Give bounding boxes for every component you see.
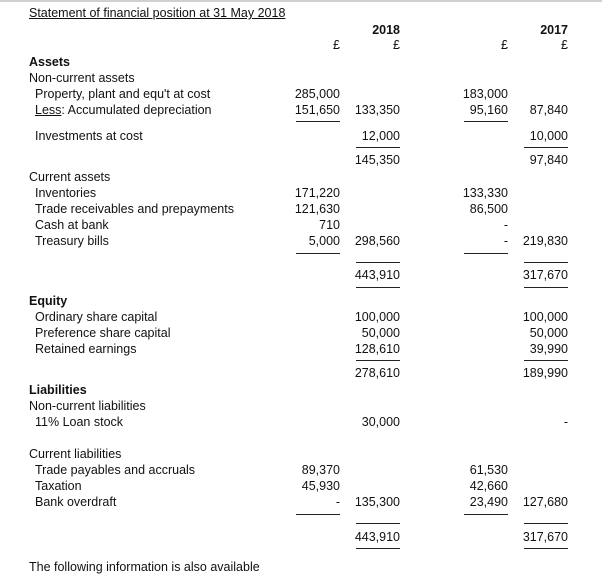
current-asset-label: Treasury bills (35, 234, 109, 248)
equity-item-2017: 50,000 (529, 326, 568, 340)
depreciation-2017: 95,160 (469, 103, 508, 117)
current-liability-label: Taxation (35, 479, 82, 493)
current-liability-2018: 89,370 (301, 463, 340, 477)
currency-header-2017-total: £ (561, 38, 568, 52)
subtotal-rule (296, 121, 340, 122)
total-rule (356, 287, 400, 288)
current-asset-2017: 133,330 (462, 186, 508, 200)
current-liability-2018: 45,930 (301, 479, 340, 493)
less-prefix: Less (35, 103, 62, 117)
nbv-2017: 87,840 (529, 103, 568, 117)
total-assets-2017: 317,670 (522, 268, 568, 282)
subtotal-rule (464, 514, 508, 515)
equity-total-2018: 278,610 (354, 366, 400, 380)
non-current-total-2018: 145,350 (354, 153, 400, 167)
assets-heading: Assets (29, 55, 70, 69)
current-asset-2017: - (503, 218, 508, 232)
current-liability-2018: - (335, 495, 340, 509)
subtotal-rule (356, 262, 400, 263)
subtotal-rule (524, 360, 568, 361)
total-rule (524, 287, 568, 288)
current-asset-2018: 5,000 (308, 234, 340, 248)
subtotal-rule (356, 360, 400, 361)
subtotal-rule (524, 523, 568, 524)
current-asset-2018: 121,630 (294, 202, 340, 216)
current-asset-label: Inventories (35, 186, 97, 200)
total-assets-2018: 443,910 (354, 268, 400, 282)
current-asset-2017: - (503, 234, 508, 248)
year-header-2017: 2017 (540, 23, 568, 37)
current-liability-2017: 61,530 (469, 463, 508, 477)
currency-header-2017-detail: £ (501, 38, 508, 52)
depreciation-2018: 151,650 (294, 103, 340, 117)
non-current-assets-heading: Non-current assets (29, 71, 135, 85)
depreciation-label (35, 103, 212, 118)
footer-clipped-text: The following information is also available (29, 560, 260, 574)
depreciation-label-text: : Accumulated depreciation (61, 103, 212, 117)
current-liability-2017: 42,660 (469, 479, 508, 493)
current-asset-label: Trade receivables and prepayments (35, 202, 234, 216)
total-liabilities-equity-2018: 443,910 (354, 530, 400, 544)
investments-2017: 10,000 (529, 129, 568, 143)
current-liabilities-heading: Current liabilities (29, 447, 122, 461)
current-liability-2017: 23,490 (469, 495, 508, 509)
currency-header-2018-total: £ (393, 38, 400, 52)
non-current-liabilities-heading: Non-current liabilities (29, 399, 146, 413)
current-assets-total-2018: 298,560 (354, 234, 400, 248)
subtotal-rule (464, 253, 508, 254)
ppe-2017: 183,000 (462, 87, 508, 101)
current-assets-heading: Current assets (29, 170, 111, 184)
equity-item-2017: 100,000 (522, 310, 568, 324)
year-header-2018: 2018 (372, 23, 400, 37)
currency-header-2018-detail: £ (333, 38, 340, 52)
current-liability-label: Bank overdraft (35, 495, 117, 509)
subtotal-rule (464, 121, 508, 122)
nbv-2018: 133,350 (354, 103, 400, 117)
current-asset-2018: 710 (319, 218, 340, 232)
current-liabilities-total-2017: 127,680 (522, 495, 568, 509)
current-asset-label: Cash at bank (35, 218, 109, 232)
loan-stock-2017: - (563, 415, 568, 429)
equity-item-label: Retained earnings (35, 342, 137, 356)
total-rule (524, 548, 568, 549)
non-current-total-2017: 97,840 (529, 153, 568, 167)
statement-title: Statement of financial position at 31 May 2018 (29, 6, 286, 20)
ppe-label: Property, plant and equ't at cost (35, 87, 211, 101)
equity-item-label: Preference share capital (35, 326, 171, 340)
investments-2018: 12,000 (361, 129, 400, 143)
current-asset-2018: 171,220 (294, 186, 340, 200)
subtotal-rule (356, 147, 400, 148)
loan-stock-2018: 30,000 (361, 415, 400, 429)
subtotal-rule (356, 523, 400, 524)
equity-item-2018: 50,000 (361, 326, 400, 340)
equity-item-2018: 100,000 (354, 310, 400, 324)
subtotal-rule (524, 147, 568, 148)
equity-item-label: Ordinary share capital (35, 310, 158, 324)
equity-item-2017: 39,990 (529, 342, 568, 356)
current-liabilities-total-2018: 135,300 (354, 495, 400, 509)
current-asset-2017: 86,500 (469, 202, 508, 216)
investments-label: Investments at cost (35, 129, 143, 143)
loan-stock-label: 11% Loan stock (35, 415, 124, 429)
current-liability-label: Trade payables and accruals (35, 463, 196, 477)
subtotal-rule (296, 253, 340, 254)
total-liabilities-equity-2017: 317,670 (522, 530, 568, 544)
equity-item-2018: 128,610 (354, 342, 400, 356)
ppe-2018: 285,000 (294, 87, 340, 101)
current-assets-total-2017: 219,830 (522, 234, 568, 248)
equity-heading: Equity (29, 294, 68, 308)
subtotal-rule (296, 514, 340, 515)
subtotal-rule (524, 262, 568, 263)
total-rule (356, 548, 400, 549)
page-top-border (0, 0, 602, 2)
liabilities-heading: Liabilities (29, 383, 87, 397)
equity-total-2017: 189,990 (522, 366, 568, 380)
